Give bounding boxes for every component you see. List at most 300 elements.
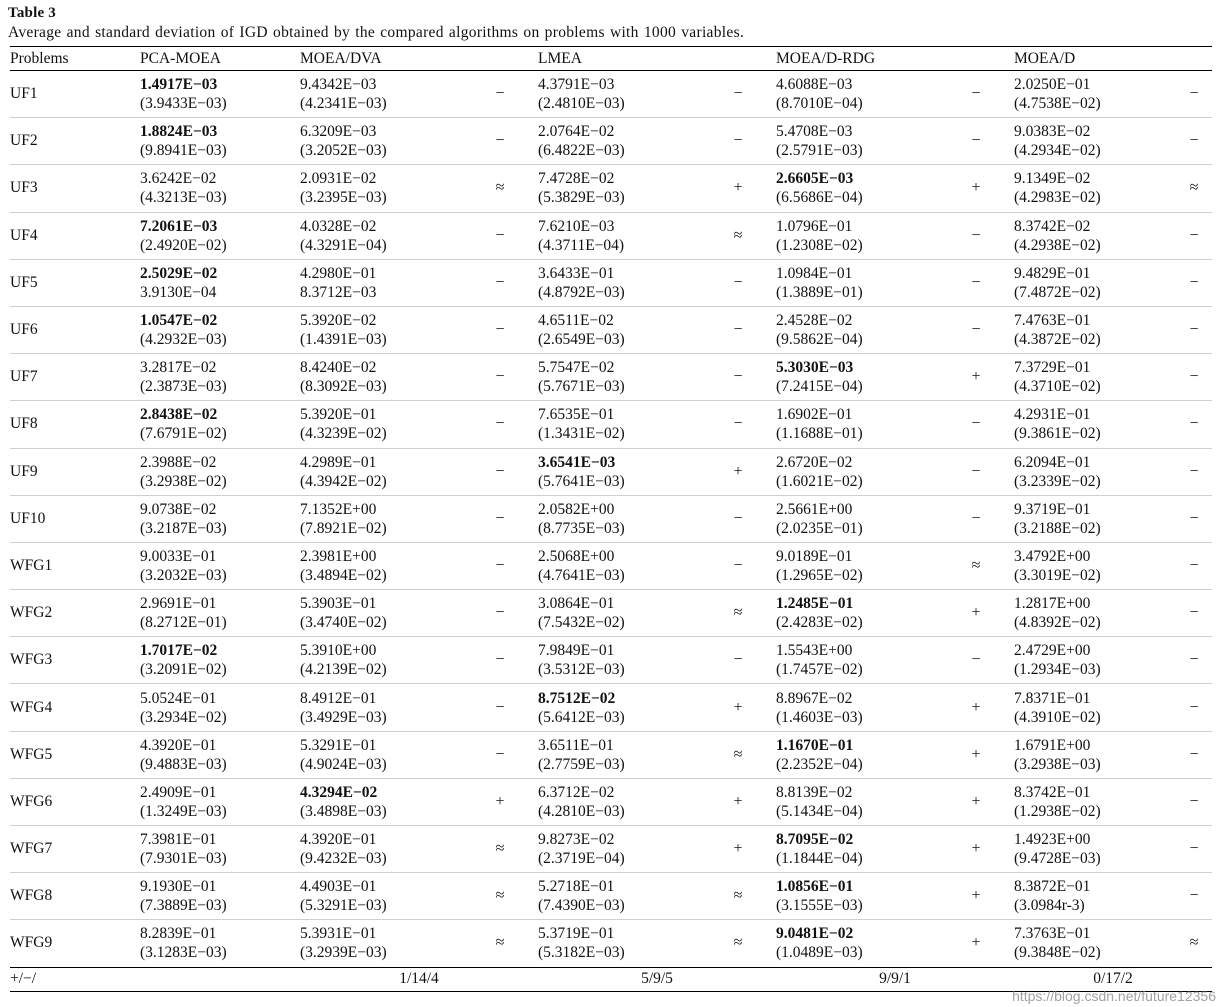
significance-mark: ≈ xyxy=(462,165,538,212)
cell-moea-dva xyxy=(300,118,462,165)
mean-value: 2.5661E+00 xyxy=(776,500,853,518)
std-value: (1.7457E−02) xyxy=(776,661,863,679)
significance-mark: − xyxy=(1176,354,1212,401)
significance-mark: + xyxy=(700,165,776,212)
mean-value: 4.6511E−02 xyxy=(538,312,614,330)
significance-mark: − xyxy=(938,212,1014,259)
significance-mark: ≈ xyxy=(462,920,538,967)
mean-value: 7.3981E−01 xyxy=(140,831,217,849)
mean-value: 7.6535E−01 xyxy=(538,406,615,424)
significance-mark: + xyxy=(700,826,776,873)
mean-value: 1.0547E−02 xyxy=(140,312,218,330)
std-value: (3.0984r-3) xyxy=(1014,897,1085,915)
mean-value: 5.2718E−01 xyxy=(538,878,615,896)
cell-moea-d xyxy=(1014,873,1176,920)
std-value: 8.3712E−03 xyxy=(300,283,377,301)
mean-value: 8.4240E−02 xyxy=(300,359,377,377)
significance-mark: − xyxy=(938,401,1014,448)
std-value: (4.3711E−04) xyxy=(538,236,625,254)
std-value: (1.1688E−01) xyxy=(776,425,863,443)
cell-pca-moea xyxy=(140,118,300,165)
summary-moea-d-rdg: 9/9/1 xyxy=(776,967,1014,991)
mean-value: 3.6242E−02 xyxy=(140,170,217,188)
significance-mark: − xyxy=(700,306,776,353)
mean-value: 3.6433E−01 xyxy=(538,264,615,282)
table-row xyxy=(10,778,1212,825)
std-value: (1.6021E−02) xyxy=(776,472,863,490)
std-value: (1.2938E−02) xyxy=(1014,802,1101,820)
mean-value: 2.4729E+00 xyxy=(1014,642,1091,660)
cell-moea-d xyxy=(1014,165,1176,212)
cell-moea-dva xyxy=(300,731,462,778)
std-value: (7.4872E−02) xyxy=(1014,283,1101,301)
std-value: (6.5686E−04) xyxy=(776,189,863,207)
std-value: (1.3249E−03) xyxy=(140,802,227,820)
significance-mark: − xyxy=(700,259,776,306)
std-value: (4.8792E−03) xyxy=(538,283,625,301)
cell-moea-dva xyxy=(300,684,462,731)
mean-value: 8.3742E−02 xyxy=(1014,217,1091,235)
cell-lmea xyxy=(538,354,700,401)
mean-value: 2.4909E−01 xyxy=(140,783,217,801)
significance-mark: + xyxy=(938,590,1014,637)
mean-value: 9.4342E−03 xyxy=(300,76,377,94)
cell-pca-moea xyxy=(140,354,300,401)
mean-value: 8.4912E−01 xyxy=(300,689,377,707)
significance-mark: − xyxy=(462,637,538,684)
mean-value: 4.2931E−01 xyxy=(1014,406,1091,424)
mean-value: 7.3763E−01 xyxy=(1014,925,1091,943)
cell-moea-dva xyxy=(300,165,462,212)
mean-value: 1.4923E+00 xyxy=(1014,831,1091,849)
mean-value: 5.7547E−02 xyxy=(538,359,615,377)
table-row xyxy=(10,684,1212,731)
table-label: Table 3 xyxy=(8,5,56,21)
table-row xyxy=(10,495,1212,542)
cell-moea-dva xyxy=(300,590,462,637)
significance-mark: ≈ xyxy=(700,731,776,778)
std-value: (4.3213E−03) xyxy=(140,189,227,207)
cell-pca-moea xyxy=(140,826,300,873)
mean-value: 2.9691E−01 xyxy=(140,595,217,613)
std-value: (5.3829E−03) xyxy=(538,189,625,207)
problem-name: UF4 xyxy=(10,212,140,259)
significance-mark: + xyxy=(700,448,776,495)
cell-lmea xyxy=(538,778,700,825)
mean-value: 5.3920E−01 xyxy=(300,406,377,424)
cell-moea-d-rdg xyxy=(776,401,938,448)
problem-name: WFG1 xyxy=(10,542,140,589)
std-value: (4.3942E−02) xyxy=(300,472,387,490)
std-value: (5.3182E−03) xyxy=(538,944,625,962)
cell-moea-d-rdg xyxy=(776,778,938,825)
table-row xyxy=(10,401,1212,448)
significance-mark: − xyxy=(938,495,1014,542)
significance-mark: − xyxy=(462,731,538,778)
mean-value: 1.5543E+00 xyxy=(776,642,853,660)
cell-lmea xyxy=(538,873,700,920)
significance-mark: − xyxy=(1176,212,1212,259)
mean-value: 9.0383E−02 xyxy=(1014,123,1091,141)
results-table xyxy=(10,46,1212,992)
significance-mark: + xyxy=(938,920,1014,967)
header-blank xyxy=(700,47,776,71)
significance-mark: + xyxy=(938,873,1014,920)
mean-value: 9.4829E−01 xyxy=(1014,264,1091,282)
std-value: (1.3889E−01) xyxy=(776,283,863,301)
cell-moea-d-rdg xyxy=(776,873,938,920)
mean-value: 3.6541E−03 xyxy=(538,453,616,471)
cell-pca-moea xyxy=(140,165,300,212)
cell-moea-d-rdg xyxy=(776,920,938,967)
problem-name: UF9 xyxy=(10,448,140,495)
significance-mark: − xyxy=(1176,731,1212,778)
mean-value: 5.3920E−02 xyxy=(300,312,377,330)
cell-moea-d xyxy=(1014,212,1176,259)
table-row xyxy=(10,448,1212,495)
significance-mark: − xyxy=(462,306,538,353)
std-value: (3.2032E−03) xyxy=(140,566,227,584)
std-value: (7.3889E−03) xyxy=(140,897,227,915)
mean-value: 6.2094E−01 xyxy=(1014,453,1091,471)
mean-value: 9.1349E−02 xyxy=(1014,170,1091,188)
table-row xyxy=(10,165,1212,212)
cell-moea-d-rdg xyxy=(776,306,938,353)
significance-mark: − xyxy=(462,590,538,637)
mean-value: 4.2989E−01 xyxy=(300,453,377,471)
mean-value: 1.2485E−01 xyxy=(776,595,854,613)
std-value: (9.3848E−02) xyxy=(1014,944,1101,962)
cell-moea-d xyxy=(1014,590,1176,637)
mean-value: 2.3981E+00 xyxy=(300,547,377,565)
cell-moea-dva xyxy=(300,71,462,118)
mean-value: 2.6720E−02 xyxy=(776,453,853,471)
significance-mark: − xyxy=(700,401,776,448)
cell-moea-d-rdg xyxy=(776,71,938,118)
cell-pca-moea xyxy=(140,71,300,118)
mean-value: 4.3791E−03 xyxy=(538,76,615,94)
cell-pca-moea xyxy=(140,448,300,495)
significance-mark: + xyxy=(938,826,1014,873)
significance-mark: ≈ xyxy=(1176,165,1212,212)
std-value: (4.2139E−02) xyxy=(300,661,387,679)
problem-name: WFG5 xyxy=(10,731,140,778)
std-value: (9.4883E−03) xyxy=(140,755,227,773)
mean-value: 4.2980E−01 xyxy=(300,264,377,282)
significance-mark: − xyxy=(1176,637,1212,684)
mean-value: 8.2839E−01 xyxy=(140,925,217,943)
significance-mark: + xyxy=(938,778,1014,825)
cell-pca-moea xyxy=(140,590,300,637)
std-value: (1.4391E−03) xyxy=(300,331,387,349)
std-value: (3.1555E−03) xyxy=(776,897,863,915)
significance-mark: ≈ xyxy=(1176,920,1212,967)
mean-value: 4.3294E−02 xyxy=(300,783,378,801)
significance-mark: − xyxy=(700,495,776,542)
std-value: (3.1283E−03) xyxy=(140,944,227,962)
significance-mark: − xyxy=(462,71,538,118)
std-value: (3.2395E−03) xyxy=(300,189,387,207)
mean-value: 1.6902E−01 xyxy=(776,406,853,424)
significance-mark: − xyxy=(1176,873,1212,920)
significance-mark: − xyxy=(462,401,538,448)
cell-moea-dva xyxy=(300,259,462,306)
mean-value: 9.0738E−02 xyxy=(140,500,217,518)
mean-value: 2.0764E−02 xyxy=(538,123,615,141)
significance-mark: − xyxy=(1176,259,1212,306)
table-row xyxy=(10,590,1212,637)
significance-mark: − xyxy=(938,118,1014,165)
significance-mark: − xyxy=(938,306,1014,353)
mean-value: 7.4763E−01 xyxy=(1014,312,1091,330)
summary-label: +/−/ xyxy=(10,967,140,991)
cell-lmea xyxy=(538,212,700,259)
problem-name: WFG4 xyxy=(10,684,140,731)
cell-moea-d xyxy=(1014,542,1176,589)
mean-value: 8.3872E−01 xyxy=(1014,878,1091,896)
mean-value: 4.4903E−01 xyxy=(300,878,377,896)
cell-moea-d-rdg xyxy=(776,731,938,778)
significance-mark: ≈ xyxy=(700,920,776,967)
cell-pca-moea xyxy=(140,778,300,825)
summary-lmea: 5/9/5 xyxy=(538,967,776,991)
significance-mark: − xyxy=(1176,778,1212,825)
mean-value: 3.0864E−01 xyxy=(538,595,615,613)
significance-mark: − xyxy=(1176,448,1212,495)
std-value: (7.5432E−02) xyxy=(538,614,625,632)
cell-moea-dva xyxy=(300,212,462,259)
std-value: (4.2932E−03) xyxy=(140,331,227,349)
table-row xyxy=(10,826,1212,873)
std-value: (5.6412E−03) xyxy=(538,708,625,726)
cell-lmea xyxy=(538,259,700,306)
std-value: (8.2712E−01) xyxy=(140,614,227,632)
problem-name: UF3 xyxy=(10,165,140,212)
header-lmea: LMEA xyxy=(538,47,700,71)
std-value: (4.7538E−02) xyxy=(1014,95,1101,113)
std-value: (9.4728E−03) xyxy=(1014,850,1101,868)
cell-moea-d xyxy=(1014,826,1176,873)
std-value: (3.2934E−02) xyxy=(140,708,227,726)
significance-mark: − xyxy=(700,71,776,118)
std-value: (7.9301E−03) xyxy=(140,850,227,868)
mean-value: 5.3910E+00 xyxy=(300,642,377,660)
mean-value: 5.3931E−01 xyxy=(300,925,377,943)
cell-moea-dva xyxy=(300,495,462,542)
table-row xyxy=(10,920,1212,967)
cell-lmea xyxy=(538,590,700,637)
mean-value: 6.3209E−03 xyxy=(300,123,377,141)
std-value: (2.4283E−02) xyxy=(776,614,863,632)
std-value: (3.2939E−03) xyxy=(300,944,387,962)
significance-mark: − xyxy=(1176,826,1212,873)
mean-value: 2.5029E−02 xyxy=(140,264,218,282)
significance-mark: − xyxy=(938,448,1014,495)
std-value: (8.7735E−03) xyxy=(538,519,625,537)
significance-mark: − xyxy=(462,542,538,589)
significance-mark: + xyxy=(938,731,1014,778)
significance-mark: − xyxy=(700,118,776,165)
significance-mark: − xyxy=(462,684,538,731)
std-value: (1.2965E−02) xyxy=(776,566,863,584)
mean-value: 1.0984E−01 xyxy=(776,264,853,282)
std-value: (7.4390E−03) xyxy=(538,897,625,915)
significance-mark: + xyxy=(938,684,1014,731)
cell-lmea xyxy=(538,731,700,778)
problem-name: UF8 xyxy=(10,401,140,448)
cell-moea-dva xyxy=(300,920,462,967)
std-value: (4.3239E−02) xyxy=(300,425,387,443)
table-description: Average and standard deviation of IGD obtained by the compared algorithms on problems with 1000 variables. xyxy=(8,24,745,41)
cell-moea-d-rdg xyxy=(776,637,938,684)
cell-lmea xyxy=(538,306,700,353)
std-value: (3.4929E−03) xyxy=(300,708,387,726)
significance-mark: ≈ xyxy=(462,826,538,873)
table-row xyxy=(10,306,1212,353)
cell-moea-d-rdg xyxy=(776,826,938,873)
cell-moea-d-rdg xyxy=(776,212,938,259)
mean-value: 2.6605E−03 xyxy=(776,170,854,188)
std-value: (2.4810E−03) xyxy=(538,95,625,113)
header-moea-d-rdg: MOEA/D-RDG xyxy=(776,47,938,71)
cell-moea-dva xyxy=(300,448,462,495)
problem-name: UF7 xyxy=(10,354,140,401)
cell-moea-d-rdg xyxy=(776,118,938,165)
header-blank xyxy=(1176,47,1212,71)
std-value: (6.4822E−03) xyxy=(538,142,625,160)
significance-mark: ≈ xyxy=(700,590,776,637)
cell-moea-dva xyxy=(300,542,462,589)
mean-value: 9.0033E−01 xyxy=(140,547,217,565)
problem-name: WFG9 xyxy=(10,920,140,967)
significance-mark: + xyxy=(700,684,776,731)
cell-moea-d-rdg xyxy=(776,448,938,495)
std-value: (4.2810E−03) xyxy=(538,802,625,820)
cell-moea-dva xyxy=(300,826,462,873)
mean-value: 2.3988E−02 xyxy=(140,453,217,471)
problem-name: UF1 xyxy=(10,71,140,118)
significance-mark: − xyxy=(1176,590,1212,637)
mean-value: 5.0524E−01 xyxy=(140,689,217,707)
cell-moea-d-rdg xyxy=(776,165,938,212)
mean-value: 3.6511E−01 xyxy=(538,736,614,754)
cell-moea-d-rdg xyxy=(776,542,938,589)
std-value: (8.7010E−04) xyxy=(776,95,863,113)
mean-value: 7.1352E+00 xyxy=(300,500,377,518)
cell-moea-dva xyxy=(300,401,462,448)
std-value: (4.3291E−04) xyxy=(300,236,387,254)
cell-pca-moea xyxy=(140,306,300,353)
significance-mark: ≈ xyxy=(938,542,1014,589)
summary-moea-d: 0/17/2 xyxy=(1014,967,1212,991)
mean-value: 9.3719E−01 xyxy=(1014,500,1091,518)
cell-moea-d xyxy=(1014,920,1176,967)
std-value: (3.2938E−03) xyxy=(1014,755,1101,773)
cell-lmea xyxy=(538,118,700,165)
mean-value: 7.9849E−01 xyxy=(538,642,615,660)
table-row xyxy=(10,542,1212,589)
significance-mark: − xyxy=(700,542,776,589)
significance-mark: − xyxy=(938,259,1014,306)
std-value: (2.5791E−03) xyxy=(776,142,863,160)
std-value: (4.3910E−02) xyxy=(1014,708,1101,726)
significance-mark: ≈ xyxy=(700,873,776,920)
significance-mark: + xyxy=(462,778,538,825)
std-value: (2.3719E−04) xyxy=(538,850,625,868)
mean-value: 5.3030E−03 xyxy=(776,359,854,377)
significance-mark: − xyxy=(1176,684,1212,731)
std-value: (7.8921E−02) xyxy=(300,519,387,537)
header-blank xyxy=(462,47,538,71)
cell-moea-dva xyxy=(300,306,462,353)
std-value: (9.5862E−04) xyxy=(776,331,863,349)
significance-mark: − xyxy=(1176,495,1212,542)
cell-lmea xyxy=(538,826,700,873)
mean-value: 7.8371E−01 xyxy=(1014,689,1091,707)
cell-moea-d xyxy=(1014,259,1176,306)
problem-name: WFG2 xyxy=(10,590,140,637)
cell-moea-d xyxy=(1014,118,1176,165)
summary-moea-dva: 1/14/4 xyxy=(300,967,538,991)
cell-lmea xyxy=(538,637,700,684)
std-value: (4.3872E−02) xyxy=(1014,331,1101,349)
cell-moea-dva xyxy=(300,637,462,684)
mean-value: 7.6210E−03 xyxy=(538,217,615,235)
table-row xyxy=(10,118,1212,165)
std-value: (7.6791E−02) xyxy=(140,425,227,443)
table-row xyxy=(10,731,1212,778)
std-value: (2.4920E−02) xyxy=(140,236,227,254)
cell-pca-moea xyxy=(140,495,300,542)
std-value: (7.2415E−04) xyxy=(776,378,863,396)
mean-value: 4.3920E−01 xyxy=(140,736,217,754)
std-value: 3.9130E−04 xyxy=(140,283,217,301)
significance-mark: + xyxy=(700,778,776,825)
std-value: (4.7641E−03) xyxy=(538,566,625,584)
mean-value: 8.7095E−02 xyxy=(776,831,854,849)
significance-mark: − xyxy=(1176,71,1212,118)
std-value: (4.8392E−02) xyxy=(1014,614,1101,632)
std-value: (3.5312E−03) xyxy=(538,661,625,679)
mean-value: 7.2061E−03 xyxy=(140,217,218,235)
significance-mark: − xyxy=(700,637,776,684)
mean-value: 4.6088E−03 xyxy=(776,76,853,94)
mean-value: 8.7512E−02 xyxy=(538,689,616,707)
mean-value: 3.2817E−02 xyxy=(140,359,217,377)
mean-value: 4.3920E−01 xyxy=(300,831,377,849)
std-value: (5.3291E−03) xyxy=(300,897,387,915)
significance-mark: − xyxy=(462,495,538,542)
cell-moea-d-rdg xyxy=(776,354,938,401)
table-row xyxy=(10,873,1212,920)
cell-pca-moea xyxy=(140,259,300,306)
cell-pca-moea xyxy=(140,920,300,967)
table-row xyxy=(10,354,1212,401)
cell-pca-moea xyxy=(140,542,300,589)
table-row xyxy=(10,259,1212,306)
cell-lmea xyxy=(538,684,700,731)
std-value: (4.3710E−02) xyxy=(1014,378,1101,396)
mean-value: 1.7017E−02 xyxy=(140,642,218,660)
std-value: (9.8941E−03) xyxy=(140,142,227,160)
cell-lmea xyxy=(538,71,700,118)
table-caption xyxy=(8,4,1218,42)
std-value: (4.2934E−02) xyxy=(1014,142,1101,160)
problem-name: UF6 xyxy=(10,306,140,353)
cell-moea-d xyxy=(1014,684,1176,731)
cell-lmea xyxy=(538,165,700,212)
table-row xyxy=(10,71,1212,118)
